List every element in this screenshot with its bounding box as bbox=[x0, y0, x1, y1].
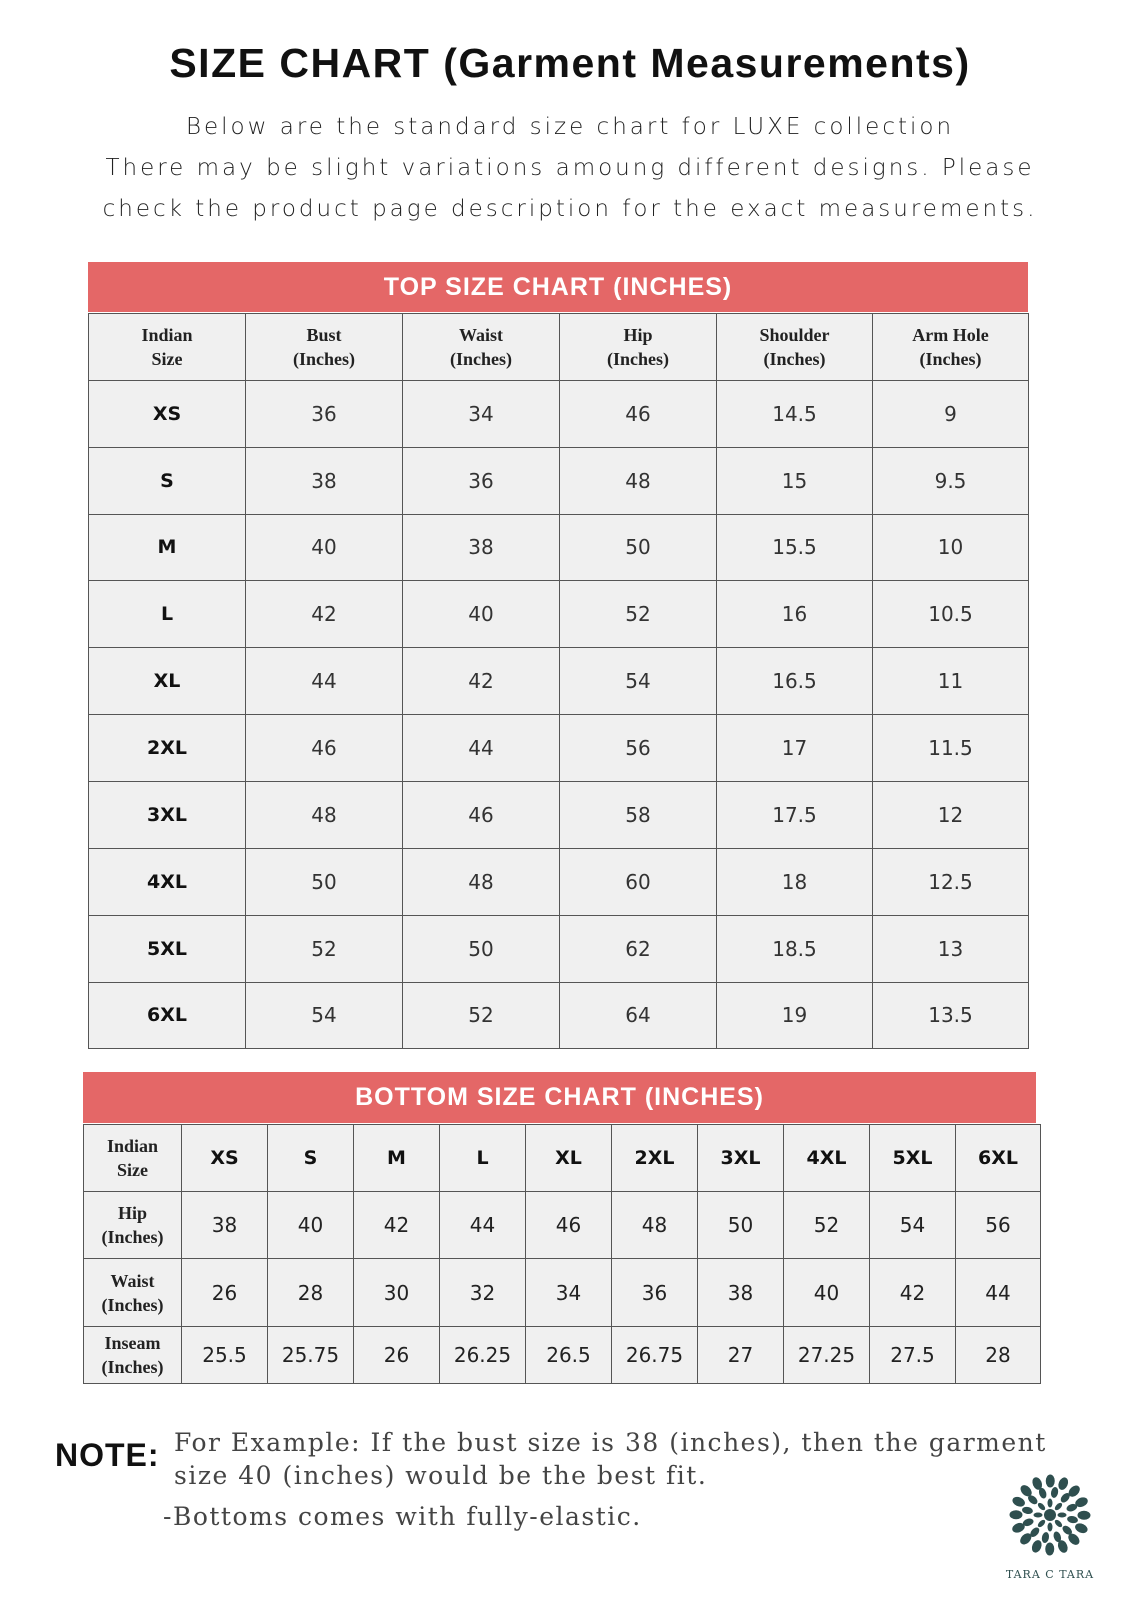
subtitle-line-2: There may be slight variations amoung different designs. Please bbox=[105, 155, 1035, 181]
measurement-cell: 42 bbox=[403, 648, 560, 715]
header-text-line: Indian bbox=[106, 1136, 159, 1156]
measurement-cell: 46 bbox=[526, 1192, 612, 1259]
size-label-cell: XS bbox=[89, 381, 246, 448]
measurement-cell: 27.5 bbox=[870, 1327, 956, 1384]
logo-petal bbox=[1058, 1513, 1067, 1518]
measurement-cell: 44 bbox=[403, 714, 560, 781]
subtitle-line-1: Below are the standard size chart for LUXE collection bbox=[185, 114, 955, 140]
top-header-cell bbox=[717, 314, 873, 381]
measurement-cell: 34 bbox=[526, 1259, 612, 1327]
measurement-cell: 13.5 bbox=[873, 982, 1029, 1049]
logo-petal bbox=[1011, 1495, 1026, 1508]
measurement-cell: 11.5 bbox=[873, 714, 1029, 781]
measurement-cell: 14.5 bbox=[717, 381, 873, 448]
measurement-cell: 40 bbox=[784, 1259, 870, 1327]
top-header-cell bbox=[89, 314, 246, 381]
logo-petal bbox=[1066, 1515, 1078, 1524]
measurement-cell: 25.75 bbox=[268, 1327, 354, 1384]
measurement-cell: 48 bbox=[403, 848, 560, 915]
measurement-cell: 9 bbox=[873, 381, 1029, 448]
measurement-cell: 56 bbox=[956, 1192, 1041, 1259]
measurement-cell: 44 bbox=[956, 1259, 1041, 1327]
measurement-cell: 36 bbox=[612, 1259, 698, 1327]
size-header-cell: 5XL bbox=[870, 1125, 956, 1192]
header-text-line: (Inches) bbox=[293, 349, 355, 369]
header-text-line: (Inches) bbox=[101, 1227, 164, 1247]
page-title: SIZE CHART (Garment Measurements) bbox=[169, 40, 971, 86]
measurement-cell: 27.25 bbox=[784, 1327, 870, 1384]
header-text-line: Arm Hole bbox=[912, 325, 989, 345]
size-label-cell: M bbox=[89, 514, 246, 581]
measurement-cell: 11 bbox=[873, 648, 1029, 715]
header-text-line: (Inches) bbox=[919, 349, 982, 369]
header-text-line: Bust bbox=[306, 325, 342, 345]
subtitle-line-3: check the product page description for the exact measurements. bbox=[102, 196, 1038, 222]
logo-petal bbox=[1050, 1486, 1059, 1498]
table-row bbox=[84, 1192, 1041, 1259]
table-row bbox=[89, 381, 1029, 448]
measurement-cell: 50 bbox=[246, 848, 403, 915]
measurement-cell: 54 bbox=[246, 982, 403, 1049]
measurement-cell: 26.5 bbox=[526, 1327, 612, 1384]
measurement-cell: 48 bbox=[612, 1192, 698, 1259]
measurement-cell: 56 bbox=[560, 714, 717, 781]
measurement-cell: 60 bbox=[560, 848, 717, 915]
logo-petal bbox=[1041, 1531, 1050, 1543]
measurement-cell: 44 bbox=[246, 648, 403, 715]
measurement-cell: 34 bbox=[403, 381, 560, 448]
logo-petal bbox=[1057, 1476, 1070, 1491]
measurement-cell: 17 bbox=[717, 714, 873, 781]
measurement-cell: 13 bbox=[873, 915, 1029, 982]
measurement-cell: 50 bbox=[698, 1192, 784, 1259]
measurement-cell: 15.5 bbox=[717, 514, 873, 581]
header-text-line: Waist bbox=[110, 1270, 155, 1291]
table-row bbox=[89, 648, 1029, 715]
measurement-cell: 46 bbox=[403, 781, 560, 848]
measurement-cell: 26.75 bbox=[612, 1327, 698, 1384]
size-header-cell: M bbox=[354, 1125, 440, 1192]
measurement-cell: 10 bbox=[873, 514, 1029, 581]
top-chart-banner: TOP SIZE CHART (INCHES) bbox=[88, 262, 1028, 312]
measurement-cell: 38 bbox=[182, 1192, 268, 1259]
measurement-cell: 36 bbox=[246, 381, 403, 448]
bottom-size-table bbox=[83, 1124, 1041, 1384]
top-header-cell bbox=[560, 314, 717, 381]
logo-petal bbox=[1074, 1522, 1089, 1535]
bottom-size-row bbox=[84, 1125, 1041, 1192]
size-label-cell: 6XL bbox=[89, 982, 246, 1049]
table-row bbox=[89, 982, 1029, 1049]
measurement-cell: 40 bbox=[268, 1192, 354, 1259]
measurement-cell: 54 bbox=[560, 648, 717, 715]
measurement-cell: 50 bbox=[560, 514, 717, 581]
note-label: NOTE: bbox=[55, 1437, 160, 1473]
mandala-logo-icon bbox=[1005, 1470, 1095, 1580]
size-header-cell: 6XL bbox=[956, 1125, 1041, 1192]
measurement-cell: 16 bbox=[717, 581, 873, 648]
measurement-cell: 42 bbox=[354, 1192, 440, 1259]
measurement-cell: 52 bbox=[403, 982, 560, 1049]
measurement-cell: 36 bbox=[403, 447, 560, 514]
size-header-cell: 4XL bbox=[784, 1125, 870, 1192]
logo-petal bbox=[1046, 1474, 1055, 1487]
measurement-cell: 62 bbox=[560, 915, 717, 982]
header-text-line: Size bbox=[151, 349, 183, 369]
top-header-cell bbox=[873, 314, 1029, 381]
measurement-cell: 52 bbox=[784, 1192, 870, 1259]
measurement-cell: 26 bbox=[182, 1259, 268, 1327]
measurement-cell: 17.5 bbox=[717, 781, 873, 848]
logo-petal bbox=[1054, 1519, 1064, 1529]
logo-petal bbox=[1021, 1506, 1033, 1515]
top-header-cell bbox=[246, 314, 403, 381]
table-row bbox=[89, 514, 1029, 581]
measurement-cell: 26.25 bbox=[440, 1327, 526, 1384]
measurement-cell: 42 bbox=[870, 1259, 956, 1327]
logo-petal bbox=[1037, 1502, 1047, 1512]
measurement-cell: 9.5 bbox=[873, 447, 1029, 514]
logo-petal bbox=[1045, 1542, 1054, 1555]
size-label-cell: 4XL bbox=[89, 848, 246, 915]
measurement-cell: 50 bbox=[403, 915, 560, 982]
bottom-row-label bbox=[84, 1259, 182, 1327]
logo-petal bbox=[1077, 1511, 1090, 1520]
logo-petal bbox=[1054, 1502, 1064, 1512]
measurement-cell: 26 bbox=[354, 1327, 440, 1384]
table-row bbox=[84, 1327, 1041, 1384]
top-size-table bbox=[88, 313, 1029, 1049]
measurement-cell: 12 bbox=[873, 781, 1029, 848]
size-label-cell: 2XL bbox=[89, 714, 246, 781]
header-text-line: Hip bbox=[623, 325, 653, 345]
measurement-cell: 32 bbox=[440, 1259, 526, 1327]
table-row bbox=[89, 915, 1029, 982]
measurement-cell: 38 bbox=[698, 1259, 784, 1327]
logo-petal bbox=[1037, 1519, 1047, 1529]
size-label-cell: XL bbox=[89, 648, 246, 715]
measurement-cell: 42 bbox=[246, 581, 403, 648]
size-label-cell: S bbox=[89, 447, 246, 514]
header-text-line: (Inches) bbox=[101, 1357, 164, 1377]
header-text-line: Waist bbox=[458, 325, 503, 345]
measurement-cell: 40 bbox=[403, 581, 560, 648]
table-row bbox=[89, 581, 1029, 648]
size-header-cell: XL bbox=[526, 1125, 612, 1192]
measurement-cell: 54 bbox=[870, 1192, 956, 1259]
header-text-line: Hip bbox=[117, 1203, 147, 1223]
table-row bbox=[89, 447, 1029, 514]
header-text-line: Indian bbox=[141, 325, 193, 345]
measurement-cell: 12.5 bbox=[873, 848, 1029, 915]
size-label-cell: 5XL bbox=[89, 915, 246, 982]
bottom-chart-banner: BOTTOM SIZE CHART (INCHES) bbox=[83, 1072, 1036, 1123]
measurement-cell: 16.5 bbox=[717, 648, 873, 715]
note-line-2: size 40 (inches) would be the best fit. bbox=[174, 1461, 708, 1490]
size-label-cell: L bbox=[89, 581, 246, 648]
measurement-cell: 15 bbox=[717, 447, 873, 514]
measurement-cell: 46 bbox=[246, 714, 403, 781]
measurement-cell: 25.5 bbox=[182, 1327, 268, 1384]
logo-petal bbox=[1048, 1499, 1053, 1508]
header-text-line: (Inches) bbox=[101, 1294, 164, 1315]
header-text-line: (Inches) bbox=[450, 349, 512, 369]
measurement-cell: 30 bbox=[354, 1259, 440, 1327]
top-table-header-row bbox=[89, 314, 1029, 381]
measurement-cell: 38 bbox=[246, 447, 403, 514]
measurement-cell: 64 bbox=[560, 982, 717, 1049]
measurement-cell: 52 bbox=[560, 581, 717, 648]
size-label-cell: 3XL bbox=[89, 781, 246, 848]
measurement-cell: 19 bbox=[717, 982, 873, 1049]
measurement-cell: 18 bbox=[717, 848, 873, 915]
measurement-cell: 27 bbox=[698, 1327, 784, 1384]
measurement-cell: 38 bbox=[403, 514, 560, 581]
bottom-row-label bbox=[84, 1327, 182, 1384]
table-row bbox=[89, 714, 1029, 781]
measurement-cell: 18.5 bbox=[717, 915, 873, 982]
measurement-cell: 48 bbox=[246, 781, 403, 848]
measurement-cell: 46 bbox=[560, 381, 717, 448]
measurement-cell: 28 bbox=[956, 1327, 1041, 1384]
note-line-1: For Example: If the bust size is 38 (inches), then the garment bbox=[174, 1428, 1047, 1457]
measurement-cell: 28 bbox=[268, 1259, 354, 1327]
bottom-row-label bbox=[84, 1192, 182, 1259]
logo-text: TARA C TARA bbox=[1005, 1568, 1095, 1581]
measurement-cell: 44 bbox=[440, 1192, 526, 1259]
measurement-cell: 48 bbox=[560, 447, 717, 514]
header-text-line: Size bbox=[117, 1160, 148, 1180]
header-text-line: (Inches) bbox=[607, 349, 669, 369]
table-row bbox=[84, 1259, 1041, 1327]
measurement-cell: 52 bbox=[246, 915, 403, 982]
size-header-cell: 2XL bbox=[612, 1125, 698, 1192]
logo-petal bbox=[1009, 1510, 1022, 1519]
logo-petal bbox=[1030, 1539, 1043, 1554]
size-header-cell: 3XL bbox=[698, 1125, 784, 1192]
measurement-cell: 58 bbox=[560, 781, 717, 848]
table-row bbox=[89, 781, 1029, 848]
size-header-cell: XS bbox=[182, 1125, 268, 1192]
logo-petal bbox=[1048, 1523, 1053, 1532]
note-line-3: -Bottoms comes with fully-elastic. bbox=[163, 1502, 642, 1531]
top-header-cell bbox=[403, 314, 560, 381]
logo-petal bbox=[1034, 1513, 1043, 1518]
header-text-line: Inseam bbox=[104, 1333, 161, 1353]
header-text-line: (Inches) bbox=[763, 349, 826, 369]
size-header-cell: S bbox=[268, 1125, 354, 1192]
header-text-line: Shoulder bbox=[759, 325, 830, 345]
measurement-cell: 10.5 bbox=[873, 581, 1029, 648]
bottom-row-label bbox=[84, 1125, 182, 1192]
measurement-cell: 40 bbox=[246, 514, 403, 581]
size-header-cell: L bbox=[440, 1125, 526, 1192]
table-row bbox=[89, 848, 1029, 915]
